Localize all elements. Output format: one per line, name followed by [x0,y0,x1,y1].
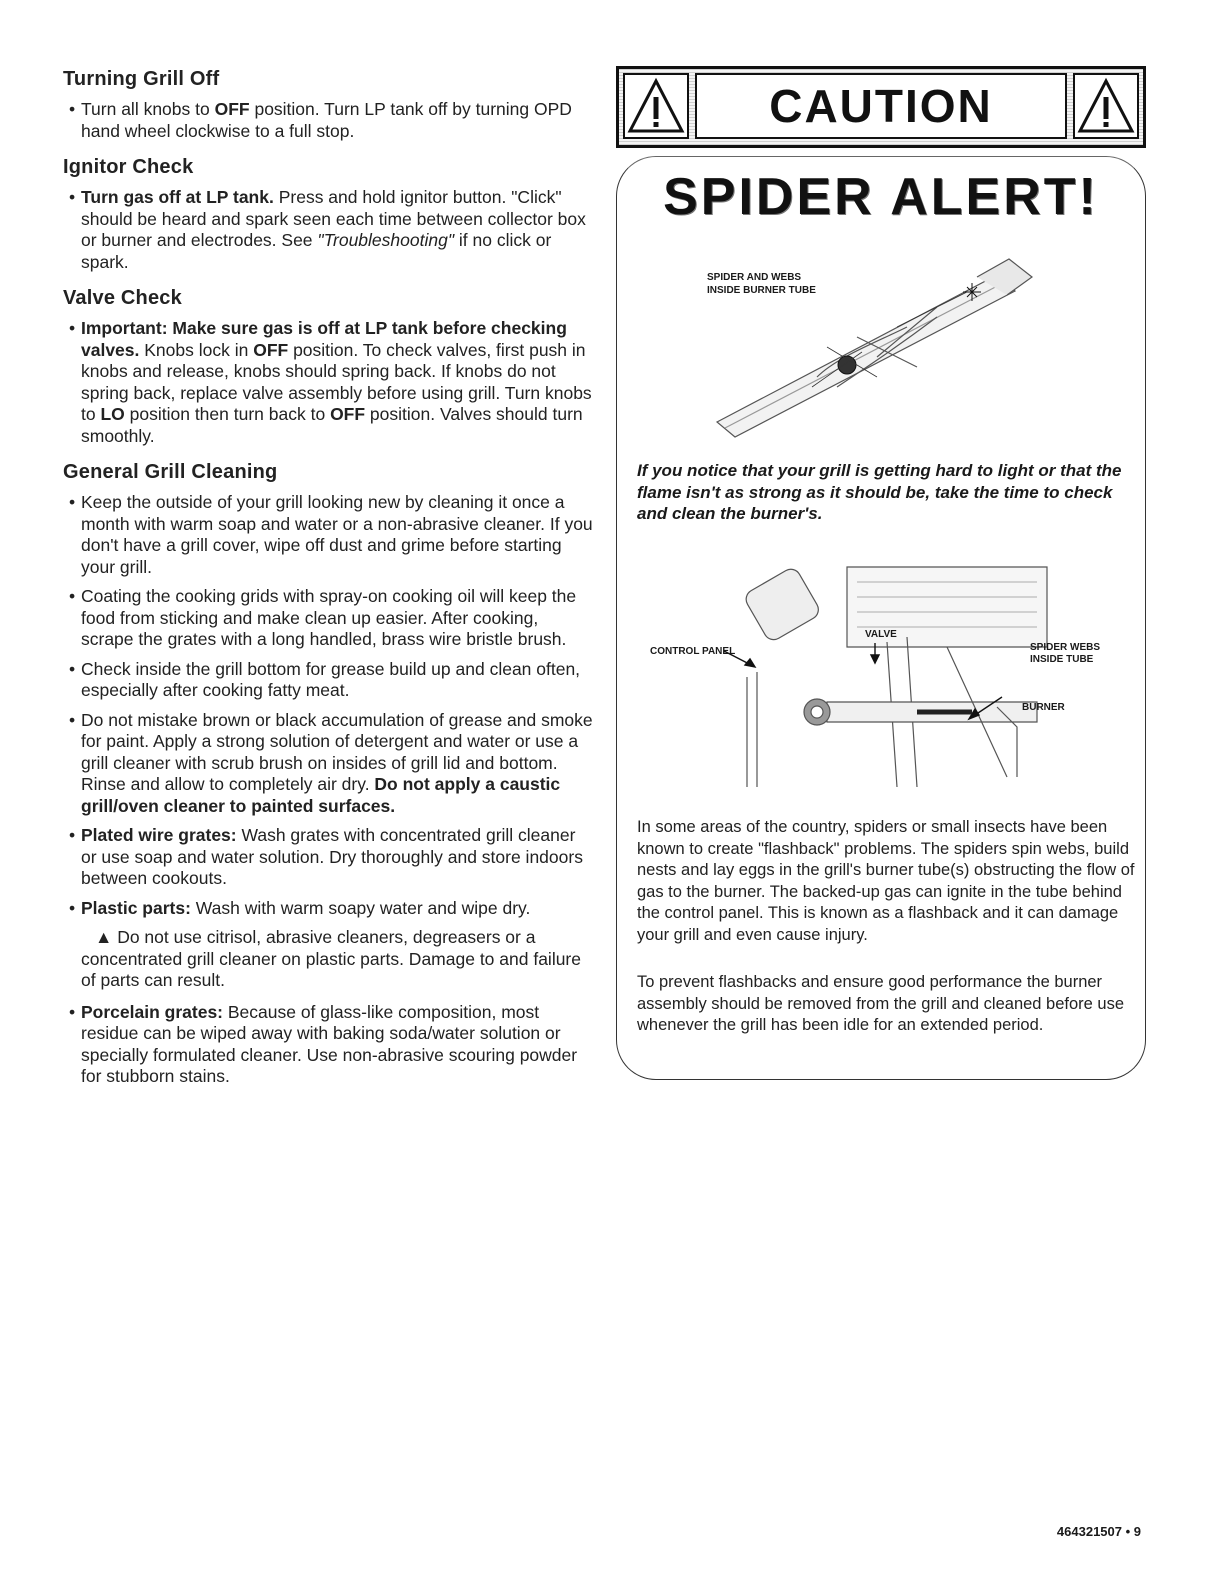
bullet-icon: • [69,586,76,606]
paragraph-cleaning-1: • Keep the outside of your grill looking new by cleaning it once a month with warm soap and water or a non-abrasive cleaner. If you don't have a grill cover, wipe off dust and grime before starting your grill. [69,492,593,577]
right-column [616,66,1146,1080]
prevention-paragraph: To prevent flashbacks and ensure good performance the burner assembly should be removed from the grill and cleaned before use whenever the grill has been idle for an extended period. [637,973,1125,1034]
figure-label-spider-webs: SPIDER AND WEBS INSIDE BURNER TUBE [707,272,816,296]
bullet-icon: • [69,99,76,119]
bullet-icon: • [69,709,76,730]
paragraph-cleaning-2: • Coating the cooking grids with spray-on cooking oil will keep the food from sticking and make clean up easier. After cooking, scrape the grates with a long handled, brass wire bristle brush. [69,586,577,649]
warning-triangle-icon [623,73,689,139]
paragraph-valve: • Important: Make sure gas is off at LP tank before checking valves. Knobs lock in OFF position. To check valves, first push in knobs and release, knobs should spring back. If knobs do not spring back, replace valve assembly before using grill. Turn knobs to LO position then turn back to OFF position. Valves should turn smoothly. [69,318,592,446]
left-column [63,68,593,1096]
control-panel-drawing [617,547,1147,797]
spider-alert-title: SPIDER ALERT! [663,168,1099,226]
paragraph-cleaning-5: • Plated wire grates: Wash grates with concentrated grill cleaner or use soap and water solution. Dry thoroughly and store indoors between cookouts. [69,825,583,888]
bullet-icon: • [69,492,76,512]
heading-ignitor: Ignitor Check [63,156,194,178]
bullet-icon: • [69,658,76,679]
paragraph-cleaning-3: • Check inside the grill bottom for grease build up and clean often, especially after cooking fatty meat. [69,658,581,700]
warning-triangle-icon: ▲ [95,927,113,947]
burner-tube-figure [637,247,1127,457]
paragraph-cleaning-6: • Plastic parts: Wash with warm soapy water and wipe dry. [69,897,531,918]
caution-text: CAUTION [695,73,1067,139]
control-panel-figure [617,547,1147,797]
label-valve: VALVE [865,629,897,640]
warning-triangle-icon [1073,73,1139,139]
flashback-paragraph: In some areas of the country, spiders or small insects have been known to create "flashback" problems. The spiders spin webs, build nests and lay eggs in the grill's burner tube(s) obstructing the flow of gas to the burner. The backed-up gas can ignite in the tube behind the control panel. This is known as a flashback and it can damage your grill and even cause injury. [637,818,1135,944]
paragraph-plastic-warning: ▲ Do not use citrisol, abrasive cleaners, degreasers or a concentrated grill cleaner on plastic parts. Damage to and failure of parts can result. [81,927,581,990]
spider-alert-note: If you notice that your grill is getting hard to light or that the flame isn't as strong as it should be, take the time to check and clean the burner's. [637,461,1122,523]
heading-valve: Valve Check [63,287,182,309]
heading-cleaning: General Grill Cleaning [63,461,278,483]
bullet-icon: • [69,897,76,918]
spider-alert-box [616,156,1146,1080]
page-number: 464321507 • 9 [1056,1524,1141,1539]
label-spider-webs-tube: SPIDER WEBS INSIDE TUBE [1030,642,1101,665]
bullet-icon: • [69,318,76,338]
label-burner: BURNER [1022,702,1065,713]
paragraph-cleaning-4: • Do not mistake brown or black accumulation of grease and smoke for paint. Apply a strong solution of detergent and water or use a grill cleaner with scrub brush on insides of grill lid and bottom. Rinse and allow to completely air dry. Do not apply a caustic grill/oven cleaner to painted surfaces. [69,709,593,816]
paragraph-ignitor: • Turn gas off at LP tank. Press and hold ignitor button. "Click" should be heard and spark seen each time between collector box or burner and electrodes. See "Troubleshooting" if no click or spark. [69,187,586,272]
paragraph-cleaning-7: • Porcelain grates: Because of glass-like composition, most residue can be wiped away with baking soda/water solution or specially formulated cleaner. Use non-abrasive scouring powder for stubborn stains. [69,1001,578,1086]
label-control-panel: CONTROL PANEL [650,646,736,657]
heading-turning-off: Turning Grill Off [63,68,220,90]
caution-banner [616,66,1146,148]
bullet-icon: • [69,187,76,207]
bullet-icon: • [69,825,76,845]
paragraph-turning-off: • Turn all knobs to OFF position. Turn LP tank off by turning OPD hand wheel clockwise to a full stop. [69,99,572,141]
bullet-icon: • [69,1001,76,1022]
